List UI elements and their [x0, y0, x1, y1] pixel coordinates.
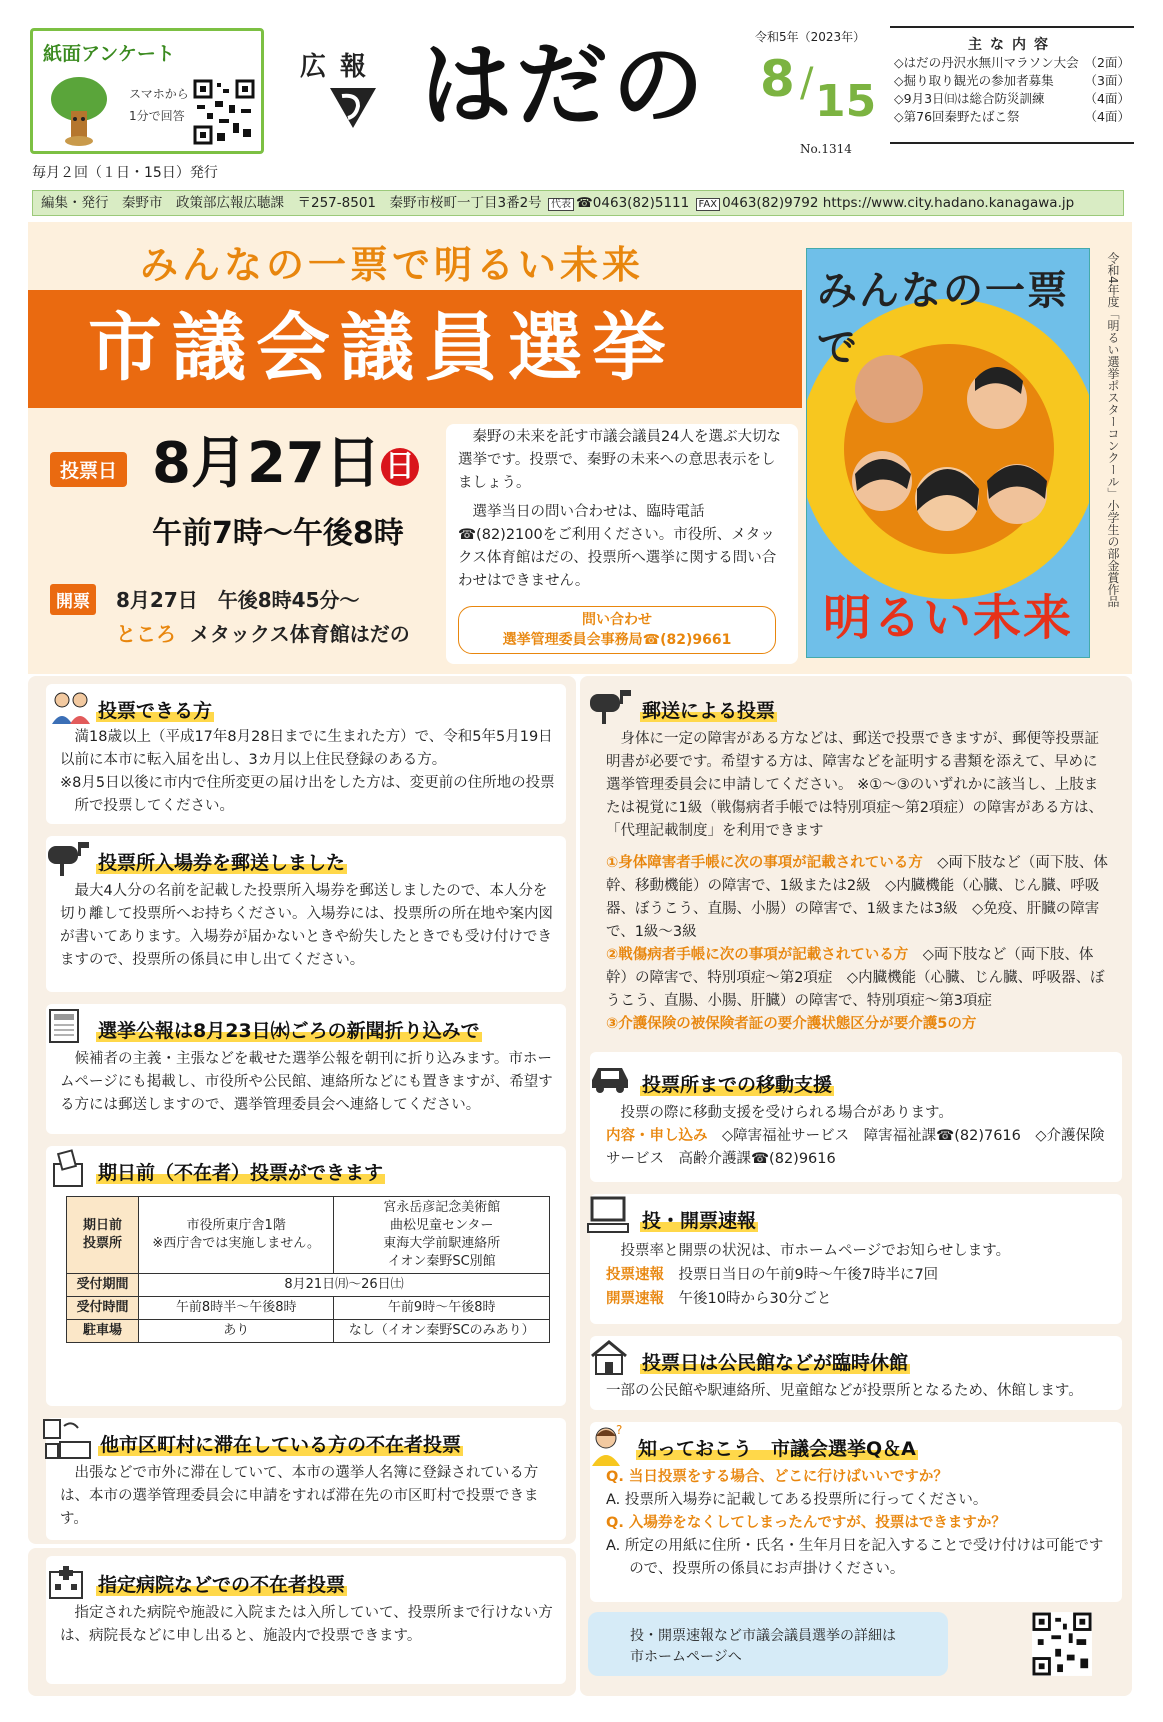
- section-title: 期日前（不在者）投票ができます: [98, 1162, 384, 1184]
- contents-item[interactable]: ◇第76回秦野たばこ祭 （4面）: [894, 109, 1130, 124]
- survey-title: 紙面アンケート: [43, 43, 175, 65]
- section-title: 投票所入場券を郵送しました: [98, 852, 346, 874]
- issue-frequency: 毎月２回（１日・15日）発行: [32, 165, 218, 181]
- qr-code-icon[interactable]: [1032, 1612, 1092, 1676]
- contents-item[interactable]: ◇9月3日㈰は総合防災訓練 （4面）: [894, 91, 1130, 106]
- paper-name: はだの: [420, 32, 709, 139]
- thinking-person-icon: [586, 1424, 626, 1468]
- qa-question-2: Q. 入場券をなくしてしまったんですが、投票はできますか？: [606, 1515, 1006, 1531]
- qa-question-1: Q. 当日投票をする場合、どこに行けばいいですか？: [606, 1469, 948, 1485]
- section-body: 指定された病院や施設に入院または入所していて、投票所まで行けない方は、病院長などに申し出ると、施設内で投票できます。: [60, 1605, 553, 1644]
- vote-news-line: 投票速報 投票日当日の午前9時〜午後7時半に7回: [606, 1267, 939, 1283]
- mailbox-icon: [586, 686, 636, 726]
- qa-answer-2: A. 所定の用紙に住所・氏名・生年月日を記入することで受け付けは可能ですので、投票所の係員にお声掛けください。: [606, 1538, 1104, 1577]
- section-title: 投票日は公民館などが臨時休館: [642, 1352, 909, 1374]
- table-header: 受付時間: [67, 1297, 139, 1320]
- poster-text-1: みんなの一票で: [817, 268, 1069, 371]
- table-cell: 8月21日㈪〜26日㈯: [139, 1274, 550, 1297]
- slogan: みんなの一票で明るい未来: [140, 243, 645, 287]
- survey-box[interactable]: [30, 28, 264, 154]
- poster-image: [806, 248, 1090, 658]
- era-date: 令和5年（2023年）: [755, 30, 866, 44]
- mailbox-icon: [44, 840, 90, 876]
- section-title: 指定病院などでの不在者投票: [98, 1574, 346, 1596]
- section-title: 他市区町村に滞在している方の不在者投票: [100, 1434, 462, 1456]
- section-note: ※8月5日以後に市内で住所変更の届け出をした方は、変更前の住所地の投票所で投票してください。: [60, 775, 555, 814]
- postal-item-2: ②戦傷病者手帳に次の事項が記載されている方 ◇両下肢など（両下肢、体幹）の障害で、特別項症〜第2項症 ◇内臓機能（心臓、じん臓、呼吸器、ぼうこう、直腸、小腸、肝臓）の障害で、特別項症〜第3項症: [606, 947, 1105, 1009]
- vote-day-label: 投票日: [50, 452, 127, 487]
- postal-item-1: ①身体障害者手帳に次の事項が記載されている方 ◇両下肢など（両下肢、体幹、移動機能）の障害で、1級または2級 ◇内臓機能（心臓、じん臓、呼吸器、ぼうこう、直腸、小腸）の障害で、1級または3級 ◇免疫、肝臓の障害で、1級〜3級: [606, 855, 1108, 940]
- section-title: 投票できる方: [98, 700, 213, 722]
- date-slash: /: [800, 60, 814, 106]
- table-header: 駐車場: [67, 1320, 139, 1343]
- svg-text:?: ?: [616, 1424, 623, 1437]
- tag-main: 代表: [548, 198, 574, 211]
- ballot-box-icon: [50, 1148, 86, 1188]
- section-body: 最大4人分の名前を記載した投票所入場券を郵送しましたので、本人分を切り離して投票所へお持ちください。入場券には、投票所の所在地や案内図が書いてあります。入場券が届かないときや紛失したときでも受け付けできますので、投票所の係員に申し出てください。: [60, 883, 553, 968]
- intro-text-2: 選挙当日の問い合わせは、臨時電話☎(82)2100をご利用ください。市役所、メタックス体育館はだの、投票所へ選挙に関する問い合わせはできません。: [458, 504, 777, 589]
- section-title: 郵送による投票: [642, 700, 776, 722]
- section-title: 投票所までの移動支援: [642, 1074, 833, 1096]
- homepage-link-text[interactable]: 投・開票速報など市議会議員選挙の詳細は 市ホームページへ: [630, 1628, 896, 1665]
- table-header: 期日前 投票所: [67, 1197, 139, 1274]
- qa-answer-1: A. 投票所入場券に記載してある投票所に行ってください。: [606, 1492, 988, 1508]
- weekday-badge: 日: [381, 448, 419, 486]
- publisher-info-bar: 編集・発行 秦野市 政策部広報広聴課 〒257-8501 秦野市桜町一丁目3番2号 代表 ☎0463(82)5111 FAX 0463(82)9792 https://www.city.hadano.kanagawa.jp: [32, 190, 1124, 216]
- table-cell: あり: [139, 1320, 334, 1343]
- computer-icon: [586, 1196, 630, 1236]
- section-body: 身体に一定の障害がある方などは、郵送で投票できますが、郵便等投票証明書が必要です。希望する方は、障害などを証明する書類を添えて、早めに選挙管理委員会に申請してください。 ※①〜③のいずれかに該当し、上肢または視覚に1級（戦傷病者手帳では特別項症〜第2項症）の障害がある方は、「代理記載制度」を利用できます: [606, 731, 1103, 839]
- page-title: 市議会議員選挙: [88, 305, 676, 391]
- table-cell: なし（イオン秦野SCのみあり）: [334, 1320, 550, 1343]
- car-icon: [588, 1062, 632, 1094]
- count-date: 8月27日 午後8時45分〜: [116, 588, 360, 612]
- section-body: 候補者の主義・主張などを載せた選挙公報を朝刊に折り込みます。市ホームページにも掲載し、市役所や公民館、連絡所などにも置きますが、希望する方には郵送しますので、選挙管理委員会へ連絡してください。: [60, 1051, 553, 1113]
- survey-sub: スマホから 1分で回答: [129, 87, 189, 123]
- postal-item-3: ③介護保険の被保険者証の要介護状態区分が要介護5の方: [606, 1016, 977, 1032]
- table-cell: 市役所東庁舎1階 ※西庁舎では実施しません。: [139, 1197, 334, 1274]
- contents-item[interactable]: ◇はだの丹沢水無川マラソン大会 （2面）: [894, 55, 1130, 70]
- table-cell: 午前8時半〜午後8時: [139, 1297, 334, 1320]
- count-label: 開票: [50, 584, 96, 615]
- issue-month: 8: [760, 50, 795, 108]
- table-cell: 午前9時〜午後8時: [334, 1297, 550, 1320]
- section-body: 投票の際に移動支援を受けられる場合があります。: [620, 1105, 953, 1121]
- count-place: ところ メタックス体育館はだの: [116, 622, 410, 646]
- count-news-line: 開票速報 午後10時から30分ごと: [606, 1291, 832, 1307]
- city-building-icon: [42, 1416, 92, 1460]
- city-url[interactable]: https://www.city.hadano.kanagawa.jp: [822, 195, 1075, 211]
- section-title: 選挙公報は8月23日㈬ごろの新聞折り込みで: [98, 1020, 480, 1042]
- section-title: 知っておこう 市議会選挙Q＆A: [638, 1438, 916, 1460]
- section-body: 一部の公民館や駅連絡所、児童館などが投票所となるため、休館します。: [606, 1383, 1083, 1399]
- city-emblem-icon: [328, 84, 378, 130]
- section-body: 満18歳以上（平成17年8月28日までに生まれた方）で、令和5年5月19日以前に本市に転入届を出し、3カ月以上住民登録のある方。: [60, 729, 553, 768]
- section-body: 出張などで市外に滞在していて、本市の選挙人名簿に登録されている方は、本市の選挙管理委員会に申請をすれば滞在先の市区町村で投票できます。: [60, 1465, 539, 1527]
- contents-title: 主な内容: [968, 37, 1056, 53]
- main-contents: [890, 26, 1134, 144]
- kouhou-label: 広報: [300, 52, 381, 82]
- intro-text-1: 秦野の未来を託す市議会議員24人を選ぶ大切な選挙です。投票で、秦野の未来への意思表示をしましょう。: [458, 429, 781, 491]
- qr-code-icon[interactable]: [193, 79, 255, 145]
- early-voting-table: [66, 1196, 550, 1343]
- house-icon: [588, 1340, 630, 1376]
- people-icon: [50, 690, 92, 726]
- newspaper-icon: [46, 1008, 86, 1044]
- vote-date: 8月27日 日: [152, 436, 419, 492]
- issue-day: 15: [815, 76, 877, 127]
- tag-fax: FAX: [696, 198, 721, 211]
- table-header: 受付期間: [67, 1274, 139, 1297]
- table-cell: 宮永岳彦記念美術館 曲松児童センター 東海大学前駅連絡所 イオン秦野SC別館: [334, 1197, 550, 1274]
- poster-caption: 令和4年度「明るい選挙ポスターコンクール」小学生の部金賞作品: [1106, 252, 1120, 608]
- inquiry-box: 問い合わせ 選挙管理委員会事務局☎(82)9661: [458, 606, 776, 654]
- mascot-icon: [45, 75, 113, 149]
- poster-text-2: 明るい未来: [823, 590, 1074, 646]
- contents-item[interactable]: ◇掘り取り観光の参加者募集 （3面）: [894, 73, 1130, 88]
- vote-time: 午前7時〜午後8時: [152, 516, 404, 551]
- issue-number: No.1314: [800, 142, 852, 156]
- section-title: 投・開票速報: [642, 1210, 757, 1232]
- section-body: 投票率と開票の状況は、市ホームページでお知らせします。: [620, 1243, 1011, 1259]
- mobility-contact: 内容・申し込み ◇障害福祉サービス 障害福祉課☎(82)7616 ◇介護保険サービス 高齢介護課☎(82)9616: [606, 1128, 1105, 1167]
- hospital-icon: [46, 1564, 86, 1600]
